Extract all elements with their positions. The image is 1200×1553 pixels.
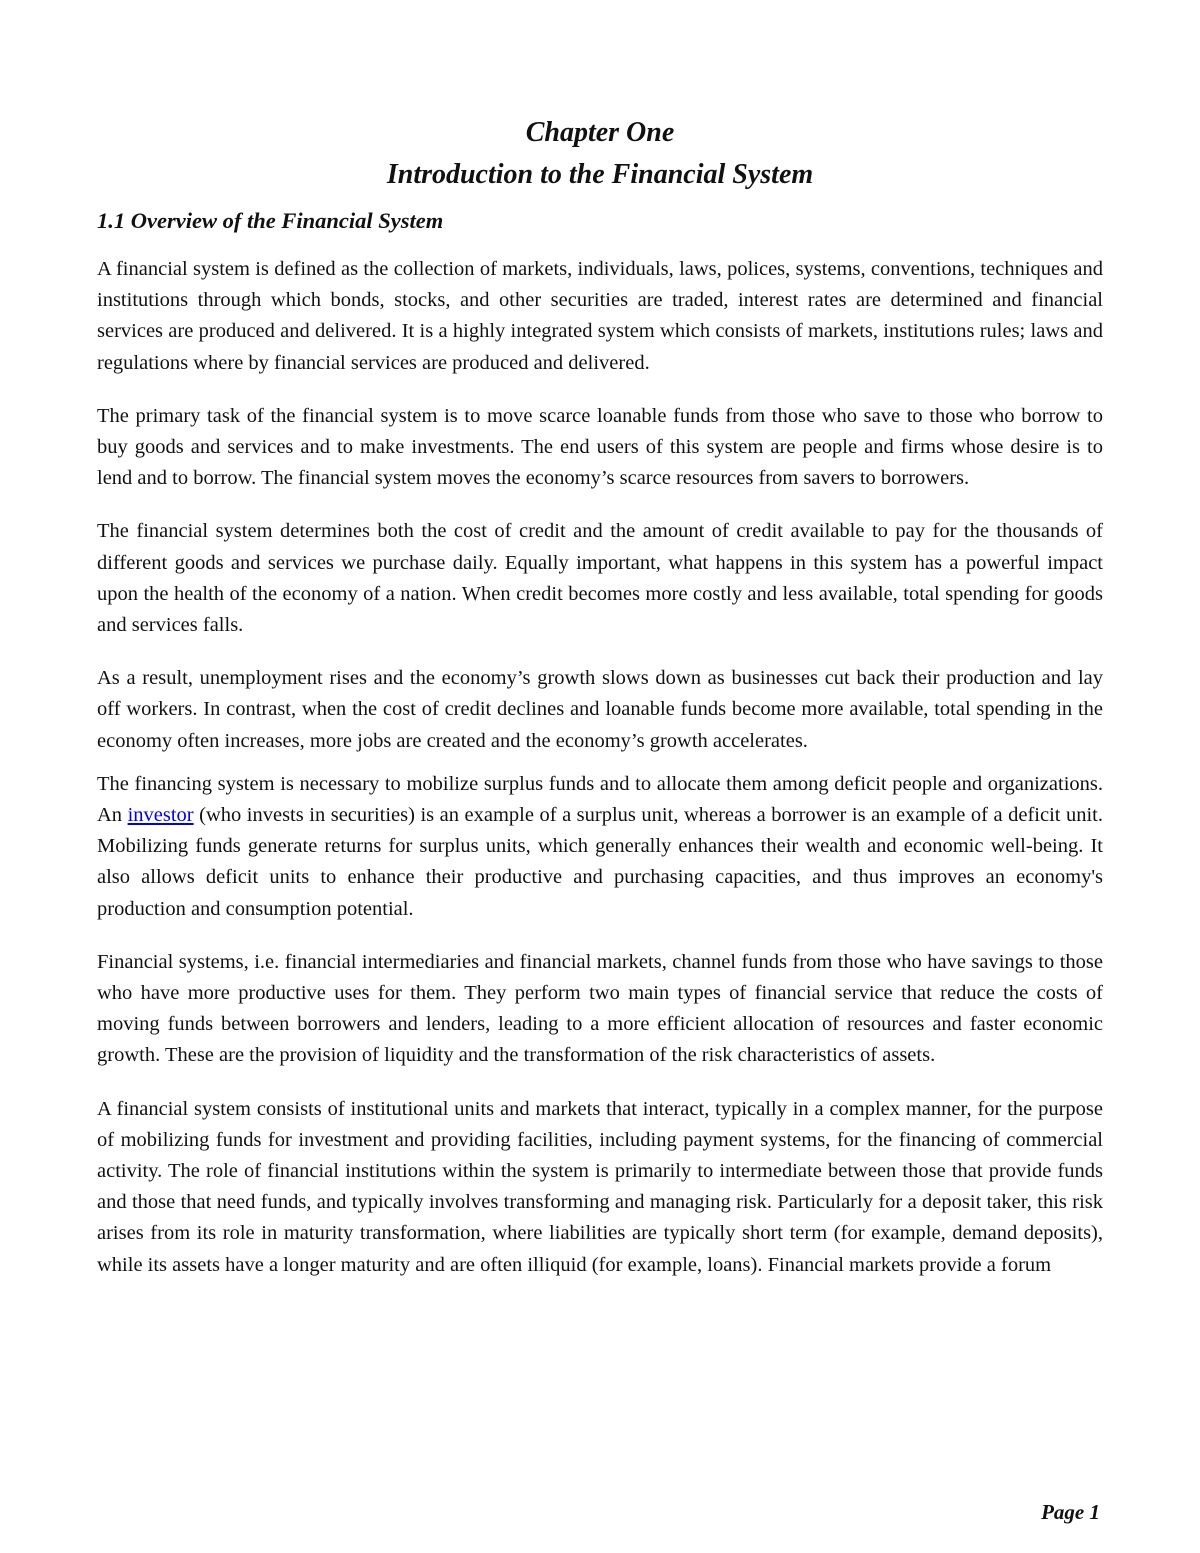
paragraph-cost-of-credit: The financial system determines both the cost of credit and the amount of credit available to pay for the thousands of different goods and services we purchase daily. Equally important, what happens in this system has a powerful impact upon the health of the economy of a nation. When credit becomes more costly and less available, total spending for goods and services falls. xyxy=(97,520,1103,637)
paragraph-unemployment: As a result, unemployment rises and the economy’s growth slows down as businesses cut back their production and lay off workers. In contrast, when the cost of credit declines and loanable funds become more available, total spending in the economy often increases, more jobs are created and the economy’s growth accelerates. xyxy=(97,667,1103,752)
chapter-title: Introduction to the Financial System xyxy=(386,159,814,190)
paragraph-text-after-link: (who invests in securities) is an example of a surplus unit, whereas a borrower is an example of a deficit unit. Mobilizing funds generate returns for surplus units, which generally enhances their wealth and economic well-being. It also allows deficit units to enhance their productive and purchasing capacities, and thus improves an economy's production and consumption potential. xyxy=(97,804,1103,920)
document-page xyxy=(97,112,1103,1303)
page-number: Page 1 xyxy=(1041,1500,1100,1524)
investor-link[interactable]: investor xyxy=(127,804,194,827)
section-title: 1.1 Overview of the Financial System xyxy=(97,208,444,233)
paragraph-text-before-link: The financing system is necessary to mobilize surplus funds and to allocate them among deficit people and organizations. An xyxy=(97,772,1103,827)
paragraph-mobilize-funds xyxy=(97,769,1103,925)
paragraph-institutional-units: A financial system consists of institutional units and markets that interact, typically in a complex manner, for the purpose of mobilizing funds for investment and providing facilities, including payment systems, for the financing of commercial activity. The role of financial institutions within the system is primarily to intermediate between those that provide funds and those that need funds, and typically involves transforming and managing risk. Particularly for a deposit taker, this risk arises from its role in maturity transformation, where liabilities are typically short term (for example, demand deposits), while its assets have a longer maturity and are often illiquid (for example, loans). Financial markets provide a forum xyxy=(97,1097,1103,1276)
paragraph-primary-task: The primary task of the financial system is to move scarce loanable funds from those who save to those who borrow to buy goods and services and to make investments. The end users of this system are people and firms whose desire is to lend and to borrow. The financial system moves the economy’s scarce resources from savers to borrowers. xyxy=(97,404,1103,490)
chapter-label: Chapter One xyxy=(525,117,675,148)
paragraph-intermediaries: Financial systems, i.e. financial intermediaries and financial markets, channel funds from those who have savings to those who have more productive uses for them. They perform two main types of financial service that reduce the costs of moving funds between borrowers and lenders, leading to a more efficient allocation of resources and faster economic growth. These are the provision of liquidity and the transformation of the risk characteristics of assets. xyxy=(97,950,1103,1067)
paragraph-definition: A financial system is defined as the collection of markets, individuals, laws, polices, systems, conventions, techniques and institutions through which bonds, stocks, and other securities are traded, interest rates are determined and financial services are produced and delivered. It is a highly integrated system which consists of markets, institutions rules; laws and regulations where by financial services are produced and delivered. xyxy=(97,258,1103,374)
